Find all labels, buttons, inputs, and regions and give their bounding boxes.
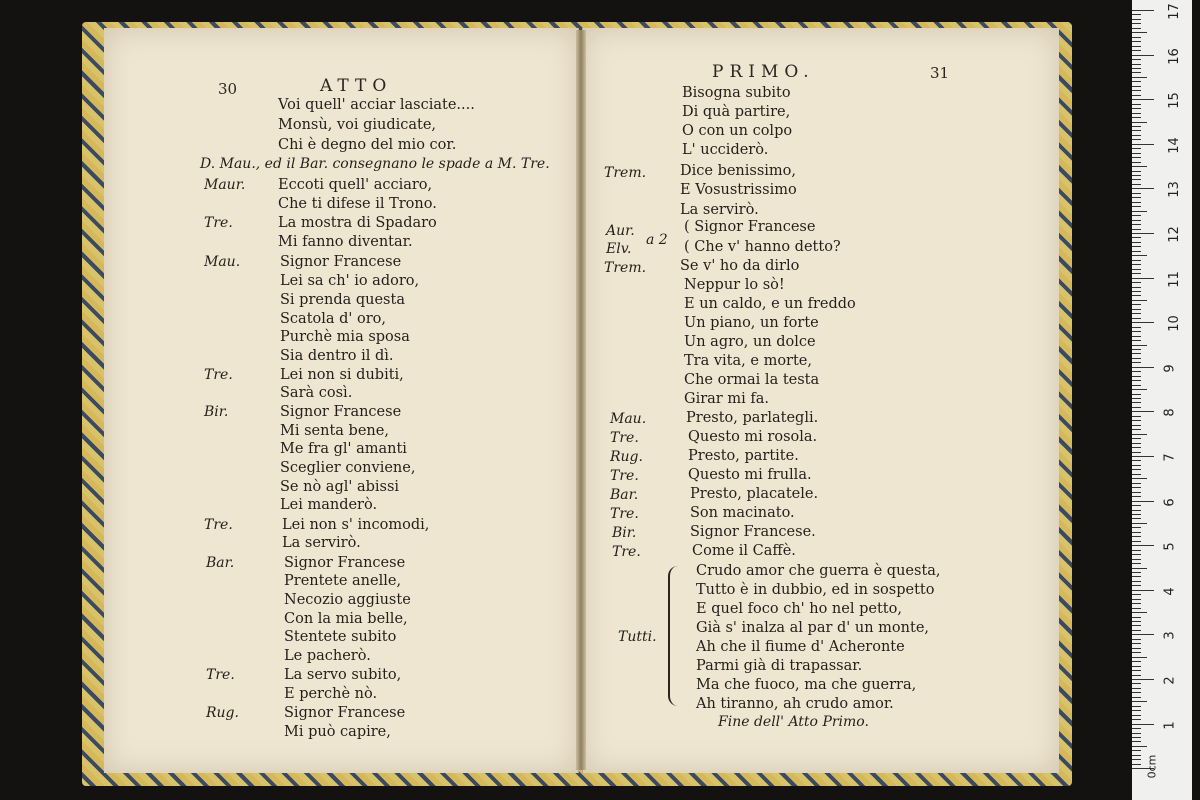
ruler-tick <box>1132 282 1141 283</box>
speaker-label: Tre. <box>610 506 639 522</box>
ruler-tick <box>1132 237 1141 238</box>
ruler-tick <box>1132 327 1141 328</box>
text-line: Di quà partire, <box>682 104 791 120</box>
ruler-unit-label: 0cm <box>1145 754 1159 779</box>
text-line: Se v' ho da dirlo <box>680 258 800 274</box>
ruler-number: 6 <box>1162 497 1178 507</box>
text-line: Se nò agl' abissi <box>280 479 400 495</box>
ruler-tick <box>1132 23 1141 24</box>
ruler-tick <box>1132 144 1154 145</box>
ruler-tick <box>1132 380 1141 381</box>
ruler-tick <box>1132 737 1141 738</box>
ruler-tick <box>1132 197 1141 198</box>
ruler-tick <box>1132 376 1141 377</box>
ruler-tick <box>1132 371 1141 372</box>
ruler-tick <box>1132 429 1141 430</box>
text-line: Signor Francese <box>280 254 402 270</box>
ruler-tick <box>1132 679 1154 680</box>
text-line: ( Che v' hanno detto? <box>684 239 841 255</box>
ruler-tick <box>1132 443 1141 444</box>
text-line: Scatola d' oro, <box>280 311 387 327</box>
ruler-number: 2 <box>1162 676 1178 685</box>
ruler-tick <box>1132 719 1141 720</box>
text-line: Signor Francese <box>284 705 406 721</box>
text-line: Neppur lo sò! <box>684 277 785 293</box>
speaker-label: Elv. <box>606 241 632 257</box>
ruler-tick <box>1132 104 1141 105</box>
ruler-tick <box>1132 14 1141 15</box>
ruler-tick <box>1132 162 1141 163</box>
ruler-number: 15 <box>1166 92 1182 109</box>
ruler-tick <box>1132 211 1147 212</box>
ruler-tick <box>1132 340 1141 341</box>
ruler-tick <box>1132 81 1141 82</box>
ruler-tick <box>1132 438 1141 439</box>
ruler-number: 16 <box>1166 47 1182 65</box>
ruler-tick <box>1132 541 1141 542</box>
speaker-label: Rug. <box>206 705 239 721</box>
ruler-tick <box>1132 313 1141 314</box>
ruler-tick <box>1132 55 1154 56</box>
speaker-label: Trem. <box>604 260 647 276</box>
text-line: Le pacherò. <box>284 648 371 664</box>
ruler-tick <box>1132 233 1154 234</box>
ruler-tick <box>1132 724 1154 725</box>
speaker-label-tutti: Tutti. <box>618 629 657 645</box>
ruler-tick <box>1132 385 1141 386</box>
ruler-tick <box>1132 113 1141 114</box>
measurement-ruler <box>1132 0 1192 800</box>
ruler-tick <box>1132 126 1141 127</box>
ruler-tick <box>1132 492 1141 493</box>
ruler-tick <box>1132 545 1154 546</box>
ruler-tick <box>1132 746 1147 747</box>
ruler-tick <box>1132 90 1141 91</box>
speaker-label: Mau. <box>610 411 647 427</box>
ruler-tick <box>1132 585 1141 586</box>
ruler-tick <box>1132 273 1141 274</box>
ruler-tick <box>1132 171 1141 172</box>
ruler-tick <box>1132 184 1141 185</box>
ruler-tick <box>1132 460 1141 461</box>
ruler-tick <box>1132 77 1147 78</box>
ruler-tick <box>1132 501 1154 502</box>
ruler-tick <box>1132 715 1141 716</box>
text-line: Dice benissimo, <box>680 163 797 179</box>
ruler-tick <box>1132 728 1141 729</box>
text-line: La servirò. <box>282 535 361 551</box>
ruler-tick <box>1132 568 1147 569</box>
ruler-tick <box>1132 434 1147 435</box>
ruler-tick <box>1132 300 1147 301</box>
ruler-tick <box>1132 260 1141 261</box>
ruler-tick <box>1132 559 1141 560</box>
ruler-tick <box>1132 50 1141 51</box>
ruler-tick <box>1132 510 1141 511</box>
text-line: Signor Francese <box>280 404 402 420</box>
text-line: Bisogna subito <box>682 85 791 101</box>
ruler-tick <box>1132 657 1147 658</box>
text-line: La servirò. <box>680 202 759 218</box>
speaker-label: Tre. <box>204 367 233 383</box>
ruler-tick <box>1132 117 1141 118</box>
ruler-tick <box>1132 550 1141 551</box>
ruler-tick <box>1132 122 1147 123</box>
ruler-tick <box>1132 242 1141 243</box>
text-line: La servo subito, <box>284 667 402 683</box>
ruler-tick <box>1132 394 1141 395</box>
ruler-tick <box>1132 64 1141 65</box>
ruler-number: 17 <box>1166 3 1182 20</box>
ruler-tick <box>1132 407 1141 408</box>
ruler-tick <box>1132 621 1141 622</box>
ruler-tick <box>1132 37 1141 38</box>
ruler-tick <box>1132 425 1141 426</box>
ruler-tick <box>1132 179 1141 180</box>
ruler-tick <box>1132 202 1141 203</box>
ruler-tick <box>1132 447 1141 448</box>
ruler-tick <box>1132 741 1141 742</box>
ruler-tick <box>1132 505 1141 506</box>
text-line: Monsù, voi giudicate, <box>278 117 437 133</box>
ruler-tick <box>1132 362 1141 363</box>
speaker-label: Bar. <box>206 555 235 571</box>
ruler-tick <box>1132 72 1141 73</box>
ruler-tick <box>1132 514 1141 515</box>
text-line: Purchè mia sposa <box>280 329 410 345</box>
text-line: Lei manderò. <box>280 497 378 513</box>
ruler-tick <box>1132 554 1141 555</box>
ruler-tick <box>1132 576 1141 577</box>
ruler-tick <box>1132 527 1141 528</box>
ruler-tick <box>1132 215 1141 216</box>
ruler-tick <box>1132 229 1141 230</box>
ruler-tick <box>1132 474 1141 475</box>
text-line: Questo mi rosola. <box>688 429 818 445</box>
ruler-tick <box>1132 358 1141 359</box>
ruler-tick <box>1132 331 1141 332</box>
ruler-tick <box>1132 108 1141 109</box>
ruler-tick <box>1132 764 1141 765</box>
ruler-number: 9 <box>1162 364 1178 373</box>
text-line: Sia dentro il dì. <box>280 348 394 364</box>
text-line: E perchè nò. <box>284 686 378 702</box>
text-line: La mostra di Spadaro <box>278 215 437 231</box>
ruler-tick <box>1132 46 1141 47</box>
ruler-tick <box>1132 86 1141 87</box>
text-line: E quel foco ch' ho nel petto, <box>696 601 902 617</box>
text-line: Sceglier conviene, <box>280 460 416 476</box>
ruler-tick <box>1132 581 1141 582</box>
ruler-number: 1 <box>1162 720 1178 730</box>
text-line: Ah tiranno, ah crudo amor. <box>696 696 894 712</box>
text-line: Sarà così. <box>280 385 353 401</box>
text-line: Un piano, un forte <box>684 315 819 331</box>
ruler-tick <box>1132 278 1154 279</box>
ruler-tick <box>1132 532 1141 533</box>
speaker-label: Aur. <box>606 223 635 239</box>
text-line: Signor Francese. <box>690 524 816 540</box>
text-line: O con un colpo <box>682 123 793 139</box>
ruler-tick <box>1132 19 1141 20</box>
ruler-tick <box>1132 411 1154 412</box>
text-line: Mi fanno diventar. <box>278 234 413 250</box>
ruler-tick <box>1132 41 1141 42</box>
speaker-label: Tre. <box>206 667 235 683</box>
ruler-tick <box>1132 148 1141 149</box>
speaker-label: Bir. <box>612 525 637 541</box>
ruler-tick <box>1132 697 1141 698</box>
text-line: Mi senta bene, <box>280 423 389 439</box>
ruler-tick <box>1132 206 1141 207</box>
ruler-tick <box>1132 465 1141 466</box>
text-line: Questo mi frulla. <box>688 467 812 483</box>
speaker-label: Bar. <box>610 487 639 503</box>
ruler-tick <box>1132 634 1154 635</box>
text-line: Mi può capire, <box>284 724 391 740</box>
ruler-tick <box>1132 675 1141 676</box>
ruler-tick <box>1132 706 1141 707</box>
ruler-tick <box>1132 220 1141 221</box>
ruler-tick <box>1132 188 1154 189</box>
text-line: Voi quell' acciar lasciate.... <box>278 97 475 113</box>
book-gutter <box>576 30 586 770</box>
text-line: Ma che fuoco, ma che guerra, <box>696 677 917 693</box>
ruler-tick <box>1132 389 1147 390</box>
ruler-tick <box>1132 367 1154 368</box>
ruler-tick <box>1132 639 1141 640</box>
ruler-tick <box>1132 603 1141 604</box>
tutti-brace <box>668 566 680 706</box>
speaker-label: Rug. <box>610 449 643 465</box>
ruler-tick <box>1132 130 1141 131</box>
speaker-label: Maur. <box>204 177 246 193</box>
text-line: Presto, partite. <box>688 448 799 464</box>
ruler-tick <box>1132 594 1141 595</box>
ruler-number: 12 <box>1166 226 1182 243</box>
right-page-header: PRIMO. <box>712 62 815 82</box>
ruler-tick <box>1132 295 1141 296</box>
ruler-tick <box>1132 166 1147 167</box>
text-line: Eccoti quell' acciaro, <box>278 177 433 193</box>
text-line: Ah che il fiume d' Acheronte <box>696 639 905 655</box>
text-line: Lei non si dubiti, <box>280 367 404 383</box>
ruler-tick <box>1132 32 1147 33</box>
ruler-tick <box>1132 478 1147 479</box>
ruler-tick <box>1132 536 1141 537</box>
ruler-tick <box>1132 652 1141 653</box>
text-line: Crudo amor che guerra è questa, <box>696 563 941 579</box>
ruler-tick <box>1132 496 1141 497</box>
stage-direction: D. Mau., ed il Bar. consegnano le spade a M. Tre. <box>200 156 550 172</box>
ruler-tick <box>1132 692 1141 693</box>
ruler-tick <box>1132 643 1141 644</box>
ruler-tick <box>1132 416 1141 417</box>
ruler-tick <box>1132 255 1147 256</box>
text-line: Lei sa ch' io adoro, <box>280 273 420 289</box>
ruler-tick <box>1132 661 1141 662</box>
ruler-tick <box>1132 599 1141 600</box>
text-line: Si prenda questa <box>280 292 405 308</box>
ruler-tick <box>1132 398 1141 399</box>
ruler-tick <box>1132 251 1141 252</box>
speaker-label: Tre. <box>204 517 233 533</box>
ruler-tick <box>1132 648 1141 649</box>
text-line: Signor Francese <box>284 555 406 571</box>
ruler-tick <box>1132 322 1154 323</box>
text-line: E Vosustrissimo <box>680 182 797 198</box>
ruler-tick <box>1132 630 1141 631</box>
ruler-tick <box>1132 523 1147 524</box>
ruler-tick <box>1132 318 1141 319</box>
ruler-tick <box>1132 28 1141 29</box>
left-page-number: 30 <box>218 80 238 98</box>
ruler-tick <box>1132 701 1147 702</box>
ruler-tick <box>1132 617 1141 618</box>
ruler-tick <box>1132 483 1141 484</box>
ruler-tick <box>1132 666 1141 667</box>
text-line: Stentete subito <box>284 629 397 645</box>
speaker-label: Mau. <box>204 254 241 270</box>
ruler-tick <box>1132 750 1141 751</box>
ruler-number: 7 <box>1162 453 1178 462</box>
ruler-number: 5 <box>1162 542 1178 551</box>
act-end-footer: Fine dell' Atto Primo. <box>718 714 869 730</box>
ruler-tick <box>1132 420 1141 421</box>
ruler-tick <box>1132 224 1141 225</box>
text-line: Chi è degno del mio cor. <box>278 137 457 153</box>
ruler-tick <box>1132 291 1141 292</box>
ruler-number: 11 <box>1166 270 1182 288</box>
ruler-number: 4 <box>1162 587 1178 596</box>
ruler-number: 8 <box>1162 408 1178 418</box>
text-line: Tutto è in dubbio, ed in sospetto <box>696 582 935 598</box>
ruler-number: 14 <box>1166 137 1182 154</box>
ruler-tick <box>1132 518 1141 519</box>
ruler-tick <box>1132 269 1141 270</box>
ruler-tick <box>1132 670 1141 671</box>
text-line: ( Signor Francese <box>684 219 816 235</box>
ruler-tick <box>1132 99 1154 100</box>
text-line: Con la mia belle, <box>284 611 408 627</box>
text-line: Son macinato. <box>690 505 795 521</box>
ruler-tick <box>1132 456 1154 457</box>
ruler-tick <box>1132 590 1154 591</box>
ruler-tick <box>1132 193 1141 194</box>
ruler-tick <box>1132 710 1141 711</box>
ruler-tick <box>1132 59 1141 60</box>
ruler-tick <box>1132 759 1141 760</box>
text-line: Un agro, un dolce <box>684 334 816 350</box>
ruler-tick <box>1132 572 1141 573</box>
speaker-label: Trem. <box>604 165 647 181</box>
ruler-tick <box>1132 10 1154 11</box>
ruler-tick <box>1132 733 1141 734</box>
text-line: Me fra gl' amanti <box>280 441 407 457</box>
ruler-tick <box>1132 153 1141 154</box>
text-line: Prentete anelle, <box>284 573 402 589</box>
a-due-mark: a 2 <box>646 232 668 248</box>
ruler-tick <box>1132 175 1141 176</box>
text-line: Che ti difese il Trono. <box>278 196 437 212</box>
text-line: Tra vita, e morte, <box>684 353 812 369</box>
left-page-header: ATTO <box>320 76 393 96</box>
ruler-tick <box>1132 402 1141 403</box>
ruler-tick <box>1132 95 1141 96</box>
text-line: Già s' inalza al par d' un monte, <box>696 620 930 636</box>
ruler-tick <box>1132 349 1141 350</box>
ruler-tick <box>1132 755 1141 756</box>
text-line: Presto, placatele. <box>690 486 819 502</box>
text-line: Che ormai la testa <box>684 372 820 388</box>
ruler-tick <box>1132 309 1141 310</box>
ruler-number: 13 <box>1166 181 1182 199</box>
text-line: Parmi già di trapassar. <box>696 658 863 674</box>
text-line: Come il Caffè. <box>692 543 796 559</box>
ruler-tick <box>1132 336 1141 337</box>
ruler-number: 10 <box>1166 315 1182 332</box>
ruler-tick <box>1132 139 1141 140</box>
ruler-tick <box>1132 608 1141 609</box>
ruler-tick <box>1132 135 1141 136</box>
speaker-label: Tre. <box>610 430 639 446</box>
ruler-tick <box>1132 625 1141 626</box>
text-line: Necozio aggiuste <box>284 592 411 608</box>
ruler-tick <box>1132 683 1141 684</box>
ruler-tick <box>1132 469 1141 470</box>
ruler-tick <box>1132 612 1147 613</box>
ruler-tick <box>1132 287 1141 288</box>
ruler-number: 3 <box>1162 631 1178 641</box>
speaker-label: Tre. <box>610 468 639 484</box>
ruler-tick <box>1132 68 1141 69</box>
speaker-label: Tre. <box>204 215 233 231</box>
ruler-tick <box>1132 487 1141 488</box>
ruler-tick <box>1132 157 1141 158</box>
ruler-tick <box>1132 246 1141 247</box>
text-line: E un caldo, e un freddo <box>684 296 856 312</box>
speaker-label: Bir. <box>204 404 229 420</box>
right-page-number: 31 <box>930 64 950 82</box>
ruler-tick <box>1132 304 1141 305</box>
ruler-tick <box>1132 563 1141 564</box>
text-line: Presto, parlategli. <box>686 410 819 426</box>
text-line: Girar mi fa. <box>684 391 769 407</box>
text-line: Lei non s' incomodi, <box>282 517 430 533</box>
ruler-tick <box>1132 353 1141 354</box>
ruler-tick <box>1132 452 1141 453</box>
ruler-tick <box>1132 264 1141 265</box>
speaker-label: Tre. <box>612 544 641 560</box>
text-line: L' ucciderò. <box>682 142 769 158</box>
ruler-tick <box>1132 688 1141 689</box>
ruler-tick <box>1132 345 1147 346</box>
